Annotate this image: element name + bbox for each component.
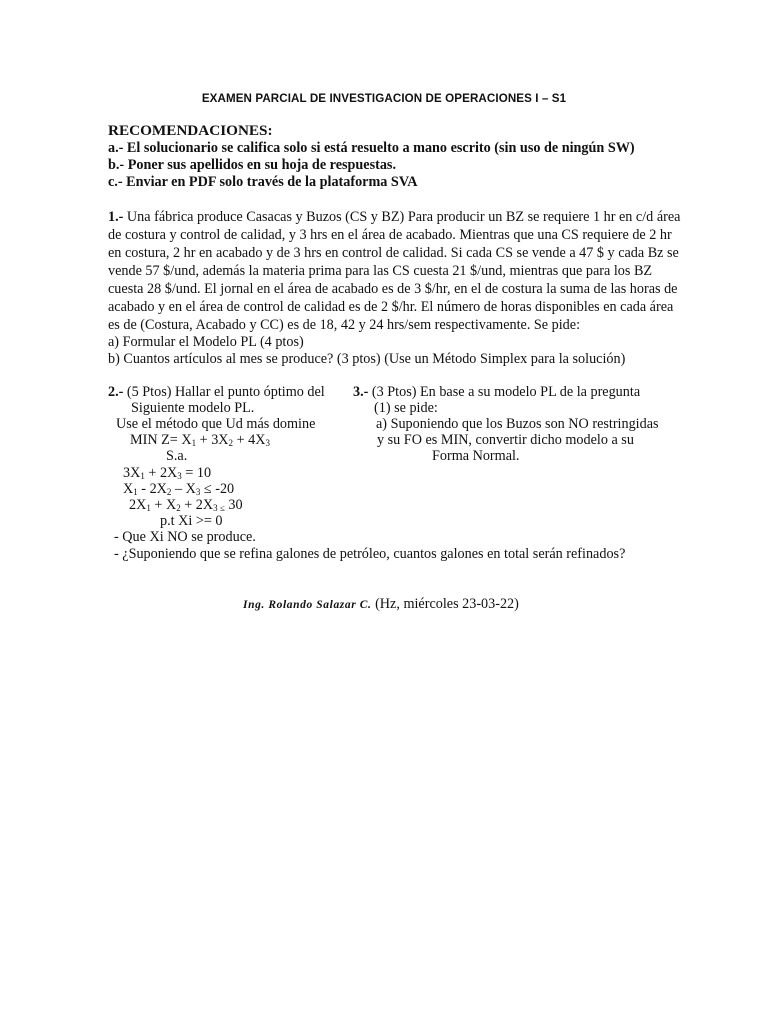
q2-ask-2: - ¿Suponiendo que se refina galones de petróleo, cuantos galones en total serán refinados? — [114, 546, 626, 562]
q3-number: 3.- — [353, 384, 369, 400]
q2-subject-to: S.a. — [166, 448, 188, 464]
q1-line-9: b) Cuantos artículos al mes se produce? (3 ptos) (Use un Método Simplex para la solución) — [108, 351, 626, 367]
q3-line-3: a) Suponiendo que los Buzos son NO restringidas — [376, 416, 659, 432]
exam-title: EXAMEN PARCIAL DE INVESTIGACION DE OPERACIONES I – S1 — [201, 92, 567, 105]
q1-line-2: de costura y control de calidad, y 3 hrs en el área de acabado. Mientras que una CS requiere de 2 hr — [108, 227, 672, 243]
recommendations-heading: RECOMENDACIONES: — [108, 122, 273, 139]
q2-nonnegativity: p.t Xi >= 0 — [160, 513, 223, 529]
signature-detail: (Hz, miércoles 23-03-22) — [371, 596, 519, 612]
recommendation-a: a.- El solucionario se califica solo si está resuelto a mano escrito (sin uso de ningún SW) — [108, 140, 635, 156]
q2-constraint-3: $2X_1 + X_2 + 2X_3$ $_\le$ 30 — [129, 497, 243, 513]
q2-constraint-1: $3X_1 + 2X_3 = 10$ — [123, 465, 212, 481]
q1-line-1: 1.- Una fábrica produce Casacas y Buzos (CS y BZ) Para producir un BZ se requiere 1 hr en c/d área — [108, 209, 681, 225]
q2-constraint-2: $X_1 - 2X_2 - X_3 \le -20$ — [123, 481, 235, 497]
q3-line-1: 3.- (3 Ptos) En base a su modelo PL de la pregunta — [353, 384, 641, 400]
q1-line-4: vende 57 $/und, además la materia prima para las CS cuesta 21 $/und, mientras que para los BZ — [108, 263, 653, 279]
q1-line-7: es de (Costura, Acabado y CC) es de 18, 42 y 24 hrs/sem respectivamente. Se pide: — [108, 317, 581, 333]
q1-number: 1.- — [108, 209, 124, 225]
q2-line-2: Siguiente modelo PL. — [131, 400, 255, 416]
q3-line-2: (1) se pide: — [374, 400, 438, 416]
q1-line-6: acabado y en el área de control de calidad es de 2 $/hr. El número de horas disponibles en cada área — [108, 299, 674, 315]
q2-line-1: 2.- (5 Ptos) Hallar el punto óptimo del — [108, 384, 325, 400]
q1-line-8: a) Formular el Modelo PL (4 ptos) — [108, 334, 304, 350]
q3-line-5: Forma Normal. — [432, 448, 520, 464]
signature — [243, 596, 519, 613]
recommendation-b: b.- Poner sus apellidos en su hoja de respuestas. — [108, 157, 397, 173]
q2-line-3: Use el método que Ud más domine — [116, 416, 316, 432]
q2-objective: MIN $Z= X_1 + 3X_2 + 4X_3$ — [130, 432, 270, 448]
signature-name: Ing. Rolando Salazar C. — [243, 599, 372, 611]
q1-line-5: cuesta 28 $/und. El jornal en el área de acabado es de 3 $/hr, en el de costura la suma de las horas de — [108, 281, 678, 297]
q2-number: 2.- — [108, 384, 124, 400]
q1-line-3: en costura, 2 hr en acabado y de 3 hrs en control de calidad. Si cada CS se vende a 47 $ y cada Bz se — [108, 245, 679, 261]
recommendation-c: c.- Enviar en PDF solo través de la plataforma SVA — [108, 174, 418, 190]
q2-ask-1: - Que Xi NO se produce. — [114, 529, 256, 545]
q3-line-4: y su FO es MIN, convertir dicho modelo a su — [377, 432, 634, 448]
